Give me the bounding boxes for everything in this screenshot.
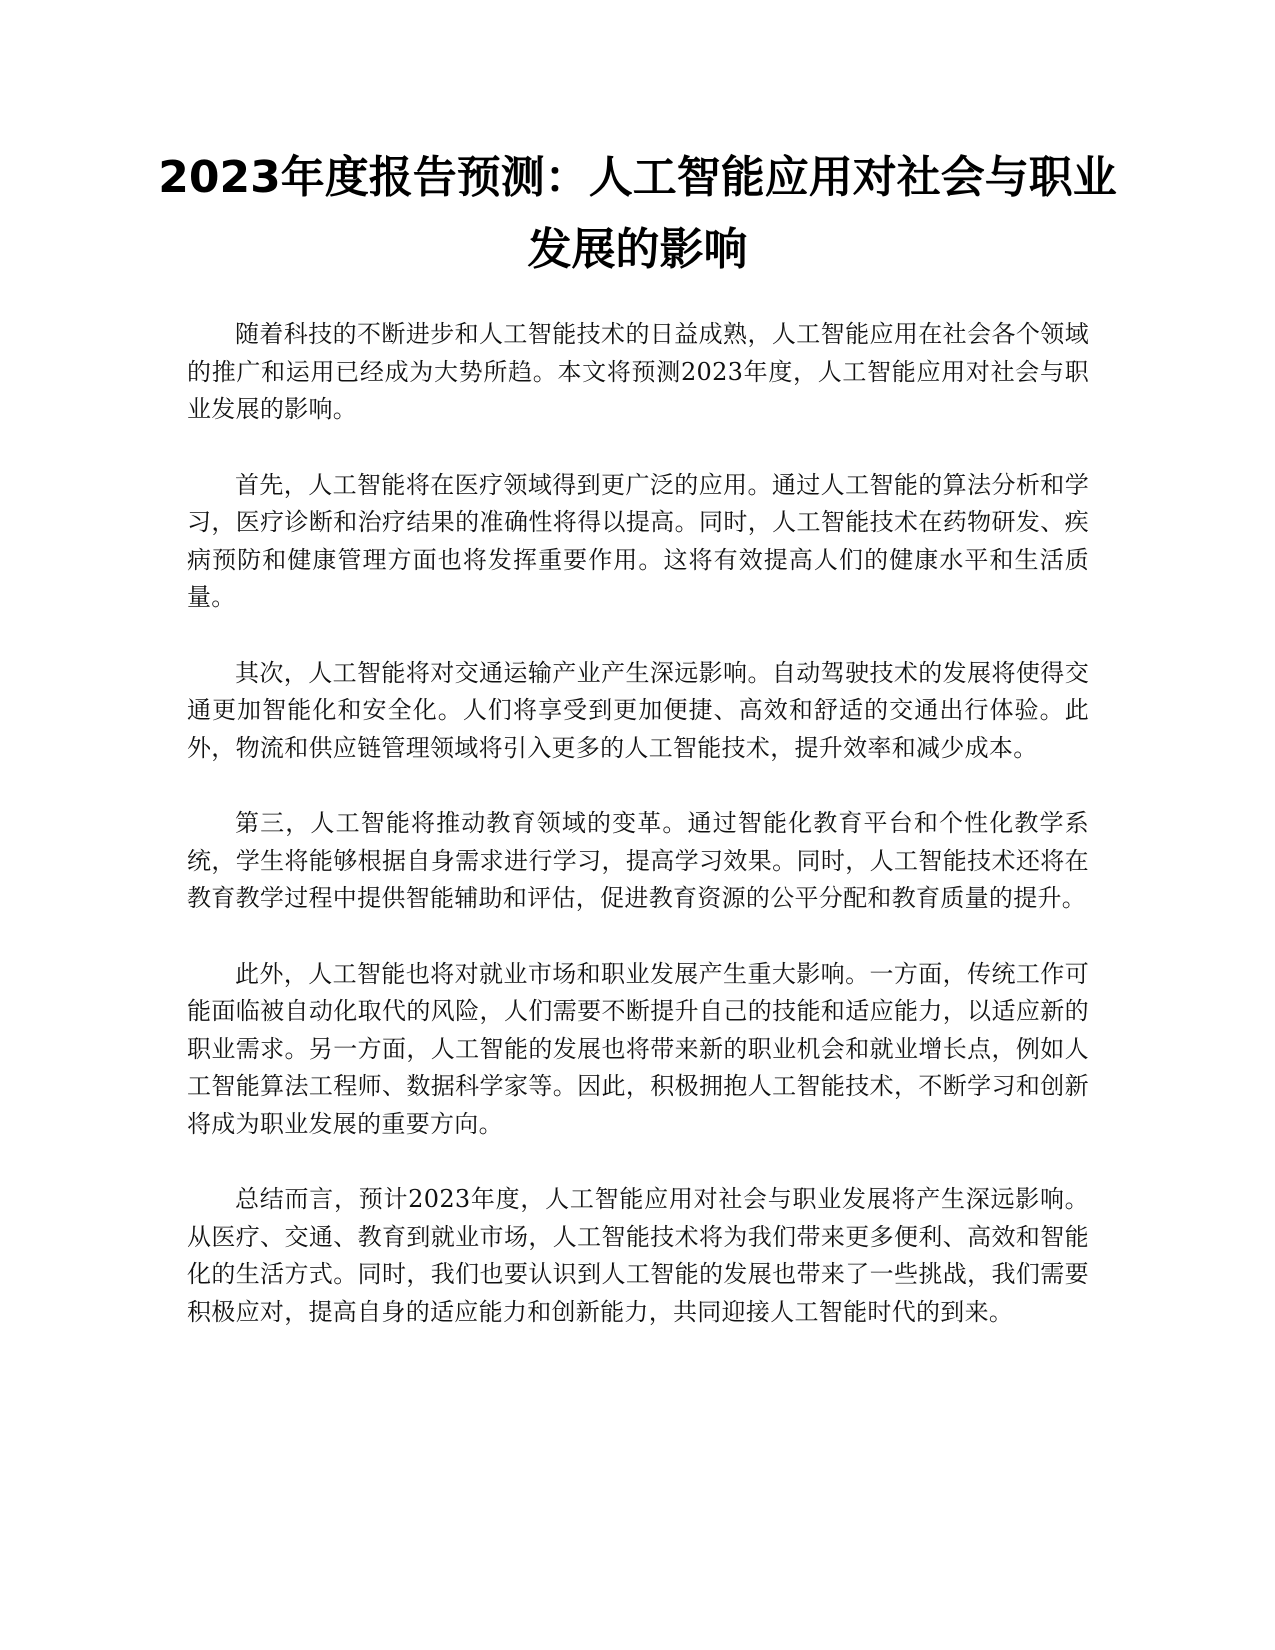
- document-title: 2023年度报告预测：人工智能应用对社会与职业发展的影响: [158, 152, 1117, 275]
- paragraph-conclusion: 总结而言，预计2023年度，人工智能应用对社会与职业发展将产生深远影响。从医疗、交通、教育到就业市场，人工智能技术将为我们带来更多便利、高效和智能化的生活方式。同时，我们也要认识到人工智能的发展也带来了一些挑战，我们需要积极应对，提高自身的适应能力和创新能力，共同迎接人工智能时代的到来。: [187, 1185, 1089, 1326]
- paragraph-intro: 随着科技的不断进步和人工智能技术的日益成熟，人工智能应用在社会各个领域的推广和运用已经成为大势所趋。本文将预测2023年度，人工智能应用对社会与职业发展的影响。: [187, 320, 1089, 423]
- document-body: [187, 316, 1089, 1369]
- paragraph-transportation: 其次，人工智能将对交通运输产业产生深远影响。自动驾驶技术的发展将使得交通更加智能化和安全化。人们将享受到更加便捷、高效和舒适的交通出行体验。此外，物流和供应链管理领域将引入更多的人工智能技术，提升效率和减少成本。: [187, 658, 1089, 762]
- paragraph-healthcare: 首先，人工智能将在医疗领域得到更广泛的应用。通过人工智能的算法分析和学习，医疗诊断和治疗结果的准确性将得以提高。同时，人工智能技术在药物研发、疾病预防和健康管理方面也将发挥重要作用。这将有效提高人们的健康水平和生活质量。: [187, 470, 1089, 611]
- paragraph-employment: 此外，人工智能也将对就业市场和职业发展产生重大影响。一方面，传统工作可能面临被自动化取代的风险，人们需要不断提升自己的技能和适应能力，以适应新的职业需求。另一方面，人工智能的发展也将带来新的职业机会和就业增长点，例如人工智能算法工程师、数据科学家等。因此，积极拥抱人工智能技术，不断学习和创新将成为职业发展的重要方向。: [187, 959, 1089, 1138]
- paragraph-education: 第三，人工智能将推动教育领域的变革。通过智能化教育平台和个性化教学系统，学生将能够根据自身需求进行学习，提高学习效果。同时，人工智能技术还将在教育教学过程中提供智能辅助和评估，促进教育资源的公平分配和教育质量的提升。: [187, 809, 1089, 912]
